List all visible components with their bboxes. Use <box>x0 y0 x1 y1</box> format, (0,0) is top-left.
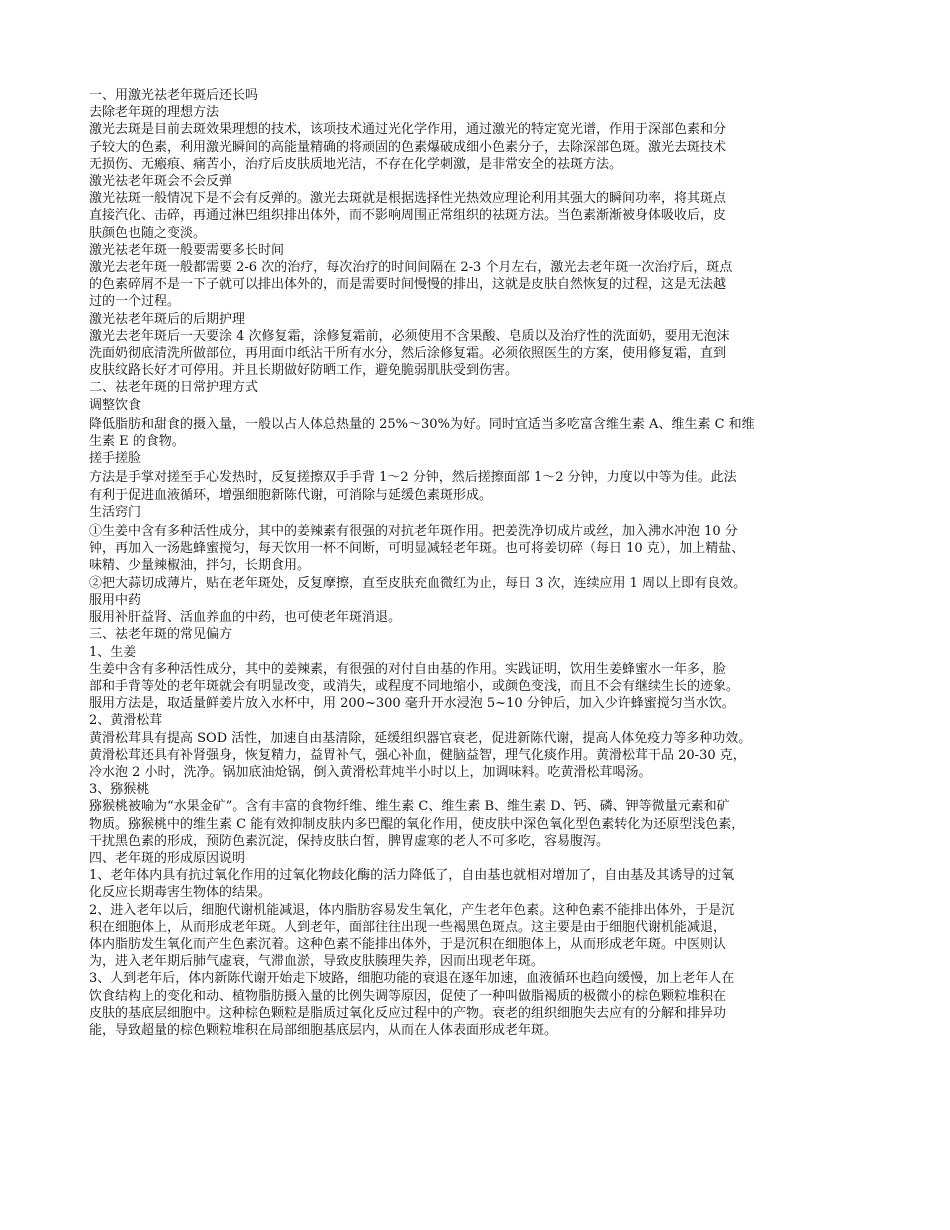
section-heading <box>89 626 864 643</box>
text-line: 化反应长期毒害生物体的结果。 <box>89 885 272 901</box>
section-heading <box>89 781 864 798</box>
paragraph <box>89 661 864 713</box>
text-line: 激光祛斑一般情况下是不会有反弹的。激光去斑就是根据选择性光热效应理论利用其强大的瞬间功率，将其斑点 <box>89 191 727 207</box>
text-line: 生姜中含有多种活性成分，其中的姜辣素，有很强的对付自由基的作用。实践证明，饮用生姜蜂蜜水一年多，脸 <box>89 661 727 677</box>
text-line: 服用补肝益肾、活血养血的中药，也可使老年斑消退。 <box>89 610 402 626</box>
text-line: 激光祛老年斑会不会反弹 <box>89 174 233 190</box>
paragraph <box>89 970 864 1039</box>
section-heading <box>89 87 864 104</box>
text-line: 方法是手掌对搓至手心发热时，反复搓擦双手手背 1～2 分钟，然后搓擦面部 1～2 分钟，力度以中等为佳。此法 <box>89 470 737 486</box>
paragraph <box>89 730 864 782</box>
text-line: ②把大蒜切成薄片，贴在老年斑处，反复摩擦，直至皮肤充血微红为止，每日 3 次，连续应用 1 周以上即有良效。 <box>89 575 747 591</box>
section-heading <box>89 644 864 661</box>
text-line: 1、老年体内具有抗过氧化作用的过氧化物歧化酶的活力降低了，自由基也就相对增加了，自由基及其诱导的过氧 <box>89 868 735 884</box>
text-line: 黄滑松茸还具有补肾强身，恢复精力，益胃补气，强心补血，健脑益智，理气化痰作用。黄滑松茸干品 20-30 克， <box>89 747 746 763</box>
text-line: 皮肤的基底层细胞中。这种棕色颗粒是脂质过氧化反应过程中的产物。衰老的组织细胞失去应有的分解和排异功 <box>89 1005 727 1021</box>
paragraph <box>89 190 864 242</box>
text-line: 的色素碎屑不是一下子就可以排出体外的，而是需要时间慢慢的排出，这就是皮肤自然恢复的过程，这是无法越 <box>89 277 727 293</box>
text-line: 调整饮食 <box>89 397 142 413</box>
text-line: 皮肤纹路长好才可停用。并且长期做好防晒工作，避免脆弱肌肤受到伤害。 <box>89 363 519 379</box>
text-line: 能，导致超量的棕色颗粒堆积在局部细胞基底层内，从而在人体表面形成老年斑。 <box>89 1022 558 1038</box>
text-line: 部和手背等处的老年斑就会有明显改变，或消失，或程度不同地缩小，或颜色变浅，而且不会有继续生长的迹象。 <box>89 678 740 694</box>
text-line: 生活窍门 <box>89 504 142 520</box>
text-line: 服用中药 <box>89 592 142 608</box>
text-line: 2、黄滑松茸 <box>89 713 163 729</box>
section-heading <box>89 379 864 396</box>
text-line: 激光去斑是目前去斑效果理想的技术，该项技术通过光化学作用，通过激光的特定宽光谱，作用于深部色素和分 <box>89 122 727 138</box>
text-line: 猕猴桃被喻为“水果金矿”。含有丰富的食物纤维、维生素 C、维生素 B、维生素 D、钙、磷、钾等微量元素和矿 <box>89 799 730 815</box>
text-line: 三、祛老年斑的常见偏方 <box>89 627 233 643</box>
section-heading <box>89 173 864 190</box>
text-line: 黄滑松茸具有提高 SOD 活性，加速自由基清除，延缓组织器官衰老，促进新陈代谢，提高人体免疫力等多种功效。 <box>89 730 752 746</box>
paragraph <box>89 469 864 503</box>
text-line: 无损伤、无瘢痕、痛苦小，治疗后皮肤质地光洁，不存在化学刺激，是非常安全的祛斑方法。 <box>89 156 623 172</box>
text-line: 激光祛老年斑一般要需要多长时间 <box>89 242 285 258</box>
text-line: 直接汽化、击碎，再通过淋巴组织排出体外，而不影响周围正常组织的祛斑方法。当色素渐渐被身体吸收后，皮 <box>89 208 727 224</box>
text-line: 肤颜色也随之变淡。 <box>89 225 207 241</box>
text-line: 降低脂肪和甜食的摄入量，一般以占人体总热量的 25%～30%为好。同时宜适当多吃富含维生素 A、维生素 C 和维 <box>89 416 755 432</box>
text-line: 1、生姜 <box>89 644 137 660</box>
section-heading <box>89 592 864 609</box>
text-line: 2、进入老年以后，细胞代谢机能减退，体内脂肪容易发生氧化，产生老年色素。这种色素不能排出体外，于是沉 <box>89 902 735 918</box>
section-heading <box>89 311 864 328</box>
text-line: 有利于促进血液循环，增强细胞新陈代谢，可消除与延缓色素斑形成。 <box>89 487 493 503</box>
text-line: 积在细胞体上，从而形成老年斑。人到老年，面部往往出现一些褐黑色斑点。这主要是由于细胞代谢机能减退， <box>89 919 727 935</box>
text-line: 一、用激光祛老年斑后还长吗 <box>89 88 259 103</box>
section-heading <box>89 450 864 467</box>
text-line: 搓手搓脸 <box>89 451 142 467</box>
text-line: 服用方法是，取适量鲜姜片放入水杯中，用 200~300 毫升开水浸泡 5~10 分钟后，加入少许蜂蜜搅匀当水饮。 <box>89 696 735 712</box>
text-line: 冷水泡 2 小时，洗净。锅加底油炝锅，倒入黄滑松茸炖半小时以上，加调味料。吃黄滑松茸喝汤。 <box>89 764 652 780</box>
text-line: 物质。猕猴桃中的维生素 C 能有效抑制皮肤内多巴醌的氧化作用，使皮肤中深色氧化型色素转化为还原型浅色素， <box>89 816 745 832</box>
document-body <box>89 87 864 1039</box>
text-line: 去除老年斑的理想方法 <box>89 105 220 121</box>
section-heading <box>89 242 864 259</box>
text-line: 体内脂肪发生氧化而产生色素沉着。这种色素不能排出体外，于是沉积在细胞体上，从而形成老年斑。中医则认 <box>89 936 727 952</box>
section-heading <box>89 850 864 867</box>
section-heading <box>89 504 864 521</box>
section-heading <box>89 397 864 414</box>
text-line: 子较大的色素，利用激光瞬间的高能量精确的将顽固的色素爆破成细小色素分子，去除深部色斑。激光去斑技术 <box>89 139 727 155</box>
text-line: 洗面奶彻底清洗所做部位，再用面巾纸沾干所有水分，然后涂修复霜。必须依照医生的方案，使用修复霜，直到 <box>89 346 727 362</box>
text-line: 激光去老年斑后一天要涂 4 次修复霜，涂修复霜前，必须使用不含果酸、皂质以及治疗性的洗面奶，要用无泡沫 <box>89 328 730 344</box>
text-line: 过的一个过程。 <box>89 294 181 310</box>
paragraph <box>89 259 864 311</box>
paragraph <box>89 328 864 380</box>
paragraph <box>89 798 864 850</box>
paragraph <box>89 609 864 626</box>
paragraph <box>89 121 864 173</box>
text-line: 干扰黑色素的形成，预防色素沉淀，保持皮肤白皙，脾胃虚寒的老人不可多吃，容易腹泻。 <box>89 833 610 849</box>
paragraph <box>89 902 864 971</box>
text-line: ①生姜中含有多种活性成分，其中的姜辣素有很强的对抗老年斑作用。把姜洗净切成片或丝，加入沸水冲泡 10 分 <box>89 524 738 540</box>
text-line: 激光去老年斑一般都需要 2-6 次的治疗，每次治疗的时间间隔在 2-3 个月左右，激光去老年斑一次治疗后，斑点 <box>89 260 733 276</box>
paragraph <box>89 416 864 450</box>
text-line: 为，进入老年期后肺气虚衰，气滞血淤，导致皮肤腠理失养，因而出现老年斑。 <box>89 954 545 970</box>
paragraph <box>89 523 864 575</box>
text-line: 二、祛老年斑的日常护理方式 <box>89 380 259 396</box>
text-line: 3、人到老年后，体内新陈代谢开始走下坡路，细胞功能的衰退在逐年加速，血液循环也趋向缓慢，加上老年人在 <box>89 971 735 987</box>
text-line: 3、猕猴桃 <box>89 782 150 798</box>
text-line: 味精、少量辣椒油，拌匀，长期食用。 <box>89 558 311 574</box>
paragraph <box>89 575 864 592</box>
text-line: 四、老年斑的形成原因说明 <box>89 850 246 866</box>
text-line: 钟，再加入一汤匙蜂蜜搅匀，每天饮用一杯不间断，可明显减轻老年斑。也可将姜切碎（每日 10 克），加上精盐、 <box>89 541 745 557</box>
section-heading <box>89 712 864 729</box>
paragraph <box>89 867 864 901</box>
text-line: 生素 E 的食物。 <box>89 434 185 450</box>
text-line: 饮食结构上的变化和动、植物脂肪摄入量的比例失调等原因，促使了一种叫做脂褐质的极微小的棕色颗粒堆积在 <box>89 988 727 1004</box>
section-heading <box>89 104 864 121</box>
text-line: 激光祛老年斑后的后期护理 <box>89 311 246 327</box>
